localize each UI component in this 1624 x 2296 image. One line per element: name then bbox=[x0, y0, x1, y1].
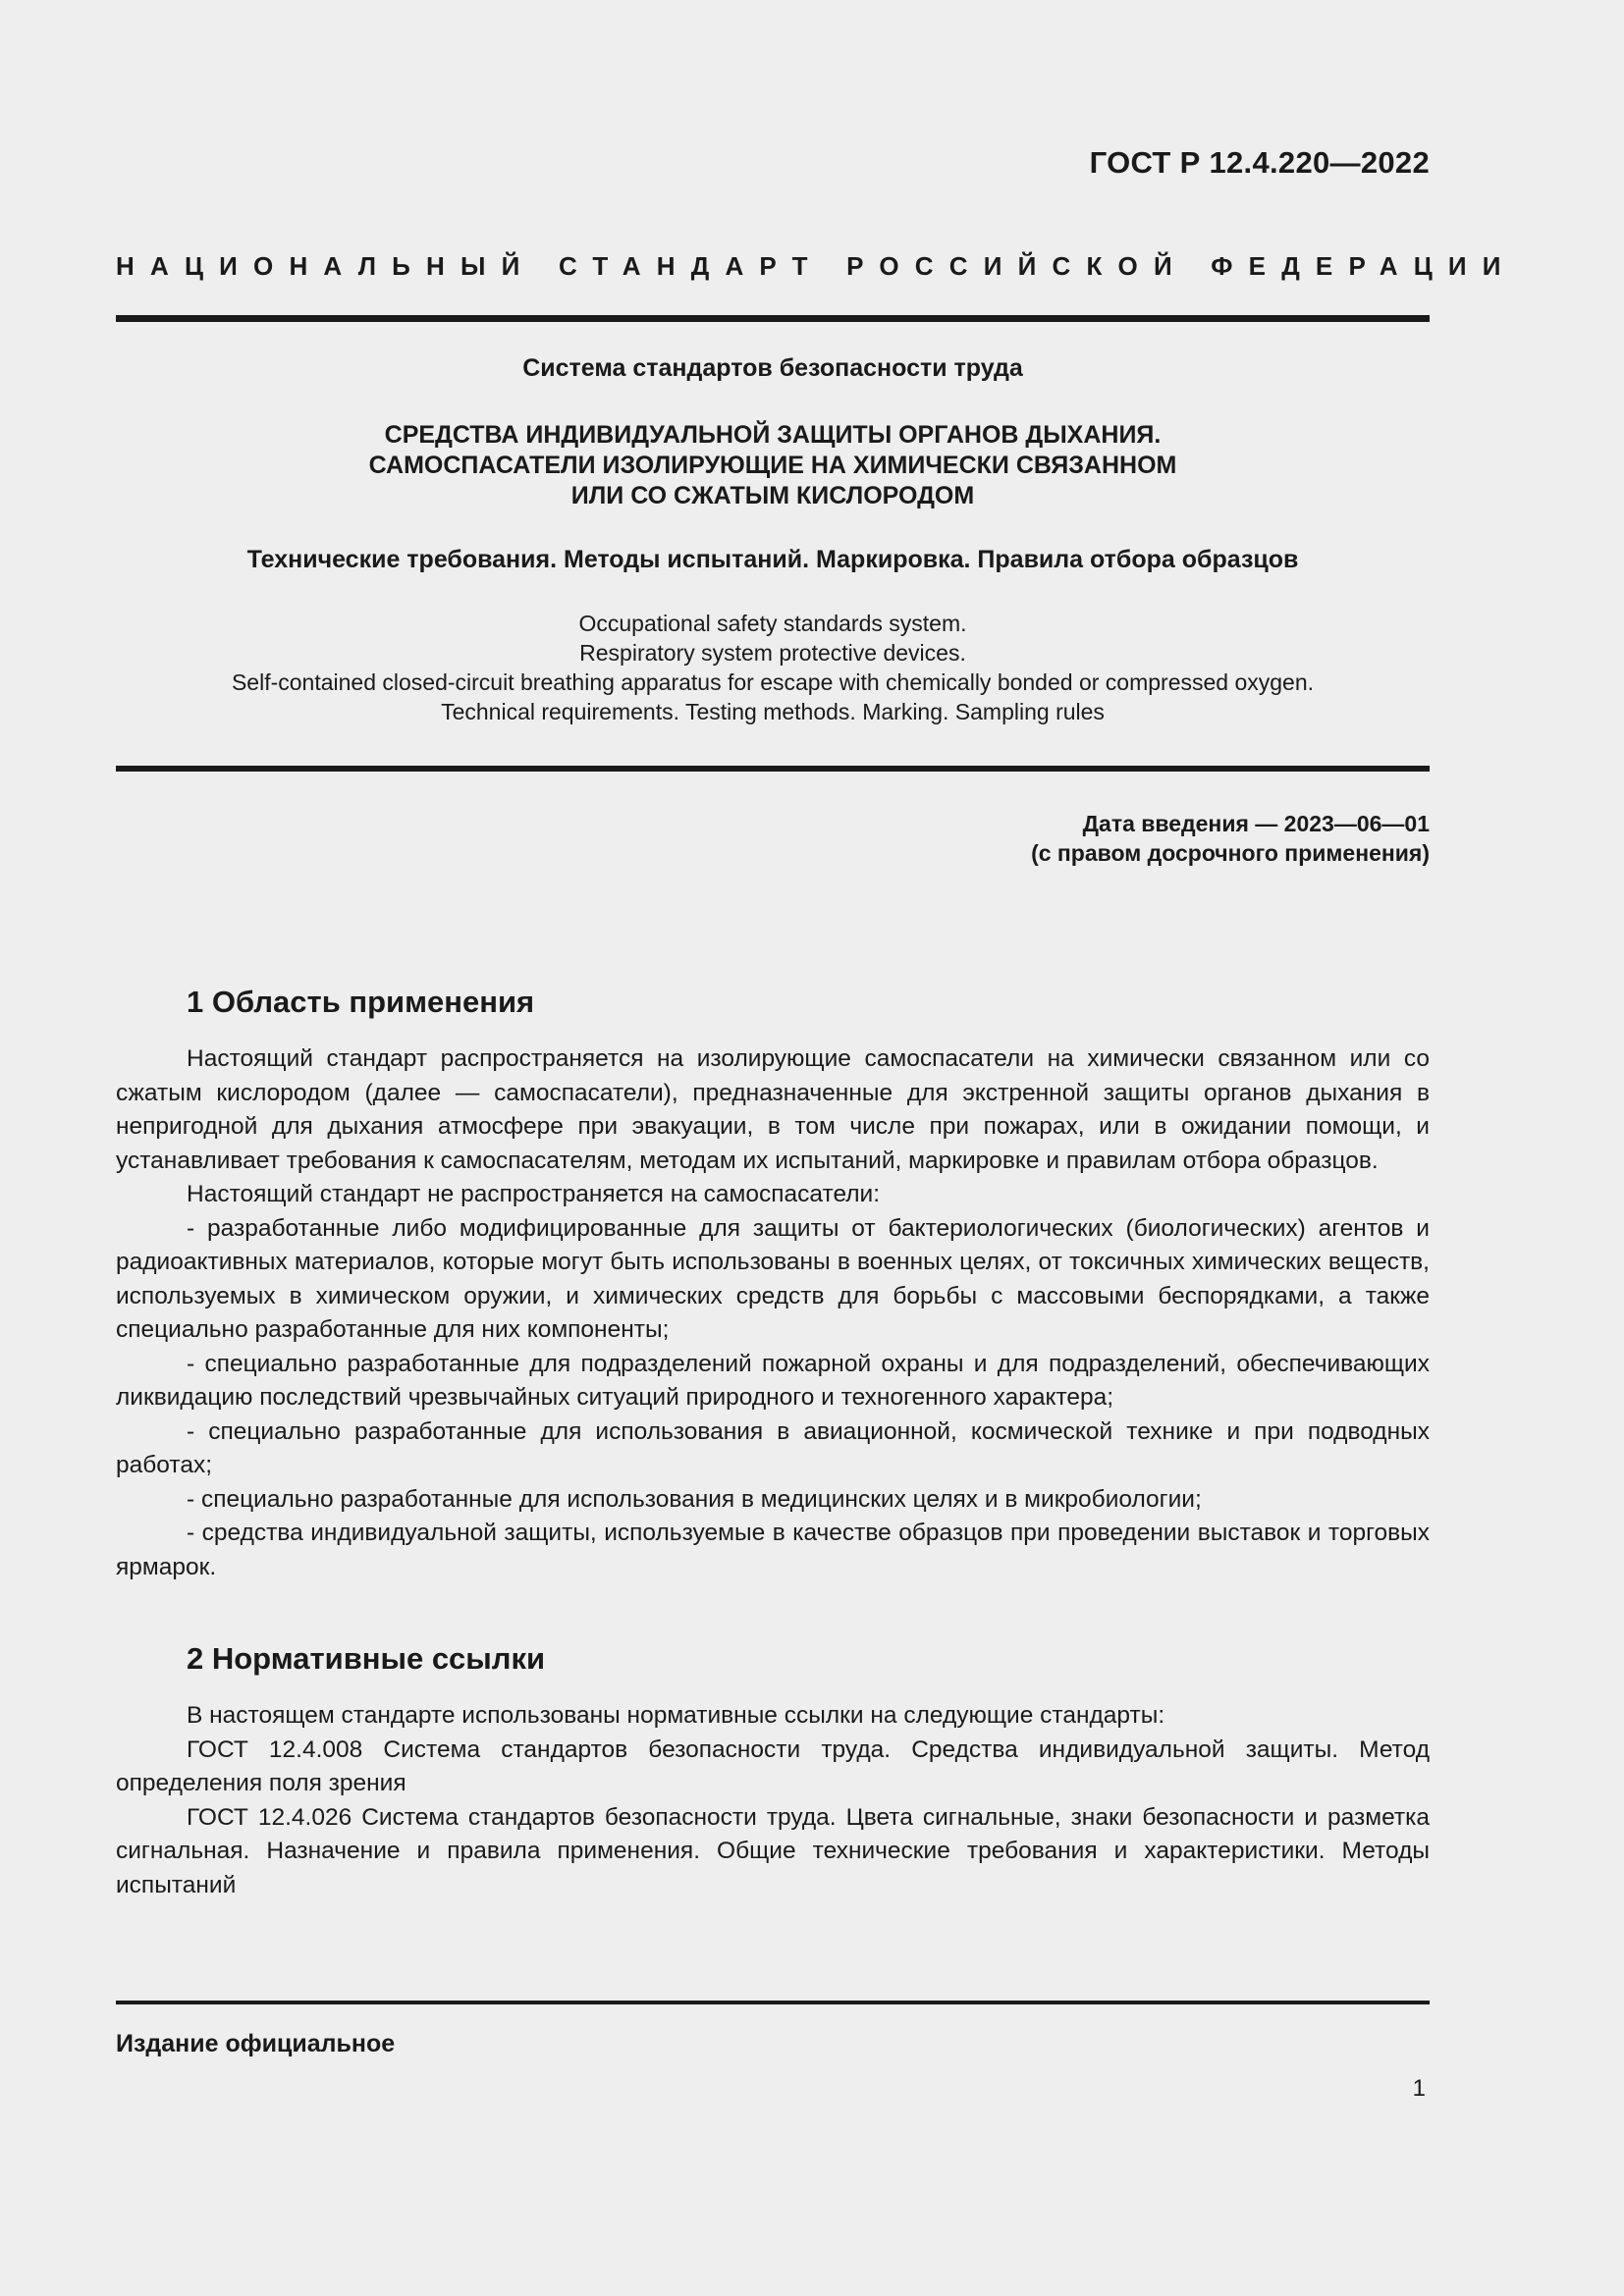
main-title-line: ИЛИ СО СЖАТЫМ КИСЛОРОДОМ bbox=[570, 482, 975, 509]
section-heading-scope: 1 Область применения bbox=[187, 985, 535, 1019]
early-application-note: (с правом досрочного применения) bbox=[1031, 840, 1430, 866]
document-code: ГОСТ Р 12.4.220—2022 bbox=[1089, 145, 1430, 180]
page-number: 1 bbox=[1412, 2075, 1426, 2102]
standard-series: Система стандартов безопасности труда bbox=[522, 354, 1023, 382]
main-title bbox=[116, 420, 1430, 511]
english-title-line: Respiratory system protective devices. bbox=[579, 640, 966, 666]
main-title-line: СРЕДСТВА ИНДИВИДУАЛЬНОЙ ЗАЩИТЫ ОРГАНОВ ДЫХАНИЯ. bbox=[384, 421, 1162, 449]
national-standard-title: НАЦИОНАЛЬНЫЙ СТАНДАРТ РОССИЙСКОЙ ФЕДЕРАЦИИ bbox=[116, 251, 1517, 281]
subtitle: Технические требования. Методы испытаний. Маркировка. Правила отбора образцов bbox=[246, 546, 1299, 573]
document-page bbox=[116, 0, 1517, 2296]
paragraph: В настоящем стандарте использованы нормативные ссылки на следующие стандарты: bbox=[187, 1702, 1165, 1729]
introduction-date-line: Дата введения — 2023—06—01 bbox=[1082, 811, 1430, 836]
introduction-date bbox=[1031, 809, 1430, 868]
top-divider bbox=[116, 315, 1430, 322]
english-title bbox=[116, 609, 1430, 726]
section-body-scope bbox=[116, 1042, 1430, 1584]
list-item: - средства индивидуальной защиты, используемые в качестве образцов при проведении выставок и торговых ярмарок. bbox=[116, 1520, 1430, 1580]
english-title-line: Occupational safety standards system. bbox=[578, 611, 967, 636]
title-divider bbox=[116, 766, 1430, 772]
list-item: - специально разработанные для использования в авиационной, космической технике и при подводных работах; bbox=[116, 1417, 1430, 1478]
reference-item: ГОСТ 12.4.026 Система стандартов безопасности труда. Цвета сигнальные, знаки безопасности и разметка сигнальная. Назначение и правила применения. Общие технические требования и характеристики. Методы испытаний bbox=[116, 1803, 1430, 1898]
main-title-line: САМОСПАСАТЕЛИ ИЗОЛИРУЮЩИЕ НА ХИМИЧЕСКИ СВЯЗАННОМ bbox=[368, 452, 1177, 479]
list-item: - специально разработанные для использования в медицинских целях и в микробиологии; bbox=[187, 1485, 1202, 1513]
official-edition-label: Издание официальное bbox=[116, 2030, 396, 2057]
list-item: - разработанные либо модифицированные для защиты от бактериологических (биологических) агентов и радиоактивных материалов, которые могут быть использованы в военных целях, от токсичных химических веществ, используемых в химическом оружии, и химических средств для борьбы с массовыми беспорядками, а также специально разработанные для них компоненты; bbox=[116, 1214, 1430, 1343]
footer-divider bbox=[116, 2001, 1430, 2004]
list-item: - специально разработанные для подразделений пожарной охраны и для подразделений, обеспечивающих ликвидацию последствий чрезвычайных ситуаций природного и техногенного характера; bbox=[116, 1350, 1430, 1411]
english-title-line: Technical requirements. Testing methods. Marking. Sampling rules bbox=[441, 699, 1105, 724]
reference-item: ГОСТ 12.4.008 Система стандартов безопасности труда. Средства индивидуальной защиты. Метод определения поля зрения bbox=[116, 1735, 1430, 1796]
paragraph: Настоящий стандарт не распространяется на самоспасатели: bbox=[187, 1181, 881, 1207]
paragraph: Настоящий стандарт распространяется на изолирующие самоспасатели на химически связанном или со сжатым кислородом (далее — самоспасатели), предназначенные для экстренной защиты органов дыхания в непригодной для дыхания атмосфере при эвакуации, в том числе при пожарах, или в ожидании помощи, и устанавливает требования к самоспасателям, методам их испытаний, маркировке и правилам отбора образцов. bbox=[116, 1045, 1430, 1174]
section-heading-references: 2 Нормативные ссылки bbox=[187, 1641, 546, 1676]
section-body-references bbox=[116, 1699, 1430, 1902]
english-title-line: Self-contained closed-circuit breathing apparatus for escape with chemically bonded or compressed oxygen. bbox=[231, 669, 1315, 695]
